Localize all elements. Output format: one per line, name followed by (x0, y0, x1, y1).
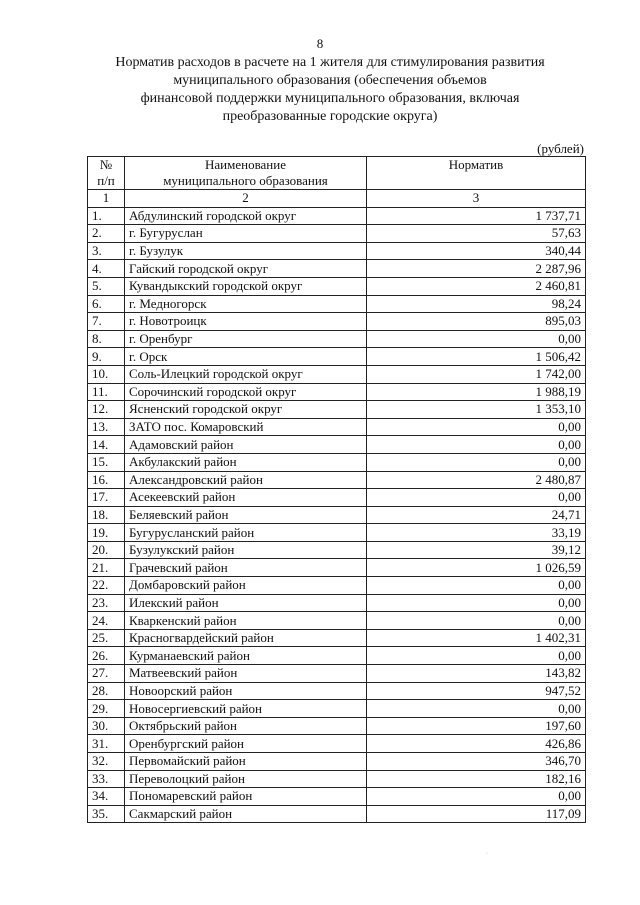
row-number: 33. (88, 770, 125, 788)
table-row (88, 242, 586, 260)
row-name: Грачевский район (125, 559, 367, 577)
table-row (88, 260, 586, 278)
column-index: 1 (88, 190, 125, 208)
table-row (88, 717, 586, 735)
row-value: 0,00 (367, 594, 586, 612)
row-name: г. Медногорск (125, 295, 367, 313)
table-row (88, 418, 586, 436)
title-line: финансовой поддержки муниципального образования, включая (140, 91, 520, 106)
header-name (125, 157, 367, 190)
row-name: Бугурусланский район (125, 524, 367, 542)
margin-mark: · (486, 851, 488, 857)
table-row (88, 295, 586, 313)
row-number: 35. (88, 805, 125, 823)
row-value: 426,86 (367, 735, 586, 753)
table-row (88, 436, 586, 454)
row-number: 1. (88, 207, 125, 225)
row-value: 1 988,19 (367, 383, 586, 401)
row-number: 25. (88, 629, 125, 647)
table-row (88, 594, 586, 612)
table-row (88, 700, 586, 718)
row-number: 12. (88, 401, 125, 419)
table-row (88, 277, 586, 295)
table-row (88, 225, 586, 243)
row-number: 15. (88, 453, 125, 471)
row-value: 0,00 (367, 612, 586, 630)
row-value: 0,00 (367, 453, 586, 471)
row-name: Домбаровский район (125, 577, 367, 595)
table-row (88, 753, 586, 771)
table-row (88, 471, 586, 489)
norm-table (87, 156, 586, 823)
row-number: 14. (88, 436, 125, 454)
row-number: 27. (88, 665, 125, 683)
row-value: 1 353,10 (367, 401, 586, 419)
table-row (88, 330, 586, 348)
row-name: Бузулукский район (125, 541, 367, 559)
row-value: 197,60 (367, 717, 586, 735)
header-name-line: муниципального образования (163, 173, 328, 188)
row-name: Кваркенский район (125, 612, 367, 630)
row-number: 24. (88, 612, 125, 630)
table-row (88, 207, 586, 225)
row-number: 22. (88, 577, 125, 595)
row-number: 17. (88, 489, 125, 507)
title-line: преобразованные городские округа) (222, 109, 438, 124)
row-number: 6. (88, 295, 125, 313)
header-number (88, 157, 125, 190)
row-value: 1 506,42 (367, 348, 586, 366)
row-name: Александровский район (125, 471, 367, 489)
row-value: 33,19 (367, 524, 586, 542)
title-line: Норматив расходов в расчете на 1 жителя для стимулирования развития (115, 55, 545, 70)
table-row (88, 506, 586, 524)
title-line: муниципального образования (обеспечения объемов (173, 73, 487, 88)
column-index: 2 (125, 190, 367, 208)
row-value: 2 287,96 (367, 260, 586, 278)
row-value: 0,00 (367, 418, 586, 436)
row-value: 39,12 (367, 541, 586, 559)
table-row (88, 453, 586, 471)
row-name: Пономаревский район (125, 788, 367, 806)
table-row (88, 805, 586, 823)
row-name: Сорочинский городской округ (125, 383, 367, 401)
row-name: г. Орск (125, 348, 367, 366)
row-number: 4. (88, 260, 125, 278)
table-row (88, 629, 586, 647)
table-row (88, 559, 586, 577)
row-name: Гайский городской округ (125, 260, 367, 278)
row-name: г. Новотроицк (125, 313, 367, 331)
table-row (88, 577, 586, 595)
row-name: Акбулакский район (125, 453, 367, 471)
table-row (88, 383, 586, 401)
row-value: 57,63 (367, 225, 586, 243)
table-row (88, 541, 586, 559)
row-name: Оренбургский район (125, 735, 367, 753)
row-number: 21. (88, 559, 125, 577)
table-row (88, 348, 586, 366)
row-number: 10. (88, 365, 125, 383)
row-number: 19. (88, 524, 125, 542)
row-value: 0,00 (367, 700, 586, 718)
row-number: 34. (88, 788, 125, 806)
row-name: г. Бугуруслан (125, 225, 367, 243)
row-value: 947,52 (367, 682, 586, 700)
header-number-line: п/п (97, 173, 115, 188)
header-value: Норматив (367, 157, 586, 190)
row-value: 340,44 (367, 242, 586, 260)
row-value: 182,16 (367, 770, 586, 788)
table-row (88, 665, 586, 683)
row-value: 24,71 (367, 506, 586, 524)
row-value: 0,00 (367, 436, 586, 454)
table-row (88, 524, 586, 542)
row-number: 29. (88, 700, 125, 718)
row-value: 0,00 (367, 647, 586, 665)
row-value: 1 737,71 (367, 207, 586, 225)
row-number: 16. (88, 471, 125, 489)
row-number: 18. (88, 506, 125, 524)
row-value: 117,09 (367, 805, 586, 823)
row-name: Беляевский район (125, 506, 367, 524)
table-row (88, 489, 586, 507)
row-value: 895,03 (367, 313, 586, 331)
column-index: 3 (367, 190, 586, 208)
table-row (88, 401, 586, 419)
row-name: Переволоцкий район (125, 770, 367, 788)
row-number: 31. (88, 735, 125, 753)
row-value: 0,00 (367, 788, 586, 806)
row-value: 2 460,81 (367, 277, 586, 295)
row-number: 26. (88, 647, 125, 665)
row-number: 32. (88, 753, 125, 771)
row-name: Асекеевский район (125, 489, 367, 507)
page-number: 8 (316, 36, 324, 51)
row-name: Ясненский городской округ (125, 401, 367, 419)
row-name: г. Оренбург (125, 330, 367, 348)
row-name: г. Бузулук (125, 242, 367, 260)
table-row (88, 770, 586, 788)
row-name: Новосергиевский район (125, 700, 367, 718)
row-number: 8. (88, 330, 125, 348)
row-number: 7. (88, 313, 125, 331)
table-header-row (88, 157, 586, 190)
row-number: 30. (88, 717, 125, 735)
table-row (88, 313, 586, 331)
row-number: 20. (88, 541, 125, 559)
row-value: 143,82 (367, 665, 586, 683)
row-value: 0,00 (367, 489, 586, 507)
row-number: 3. (88, 242, 125, 260)
row-name: Октябрьский район (125, 717, 367, 735)
row-value: 0,00 (367, 330, 586, 348)
row-name: Красногвардейский район (125, 629, 367, 647)
document-title (100, 54, 560, 126)
unit-label: (рублей) (537, 141, 584, 156)
row-name: Сакмарский район (125, 805, 367, 823)
table-row (88, 612, 586, 630)
table-row (88, 647, 586, 665)
row-name: Кувандыкский городской округ (125, 277, 367, 295)
row-name: Новоорский район (125, 682, 367, 700)
row-number: 28. (88, 682, 125, 700)
row-value: 0,00 (367, 577, 586, 595)
row-number: 2. (88, 225, 125, 243)
column-index-row (88, 190, 586, 208)
row-number: 23. (88, 594, 125, 612)
table-row (88, 788, 586, 806)
row-name: Илекский район (125, 594, 367, 612)
row-number: 11. (88, 383, 125, 401)
row-name: Первомайский район (125, 753, 367, 771)
row-number: 13. (88, 418, 125, 436)
header-number-line: № (99, 157, 113, 172)
row-number: 5. (88, 277, 125, 295)
table-row (88, 682, 586, 700)
row-value: 1 742,00 (367, 365, 586, 383)
row-value: 1 026,59 (367, 559, 586, 577)
row-name: Абдулинский городской округ (125, 207, 367, 225)
table-body (88, 207, 586, 823)
row-name: Соль-Илецкий городской округ (125, 365, 367, 383)
row-name: Курманаевский район (125, 647, 367, 665)
row-value: 98,24 (367, 295, 586, 313)
row-value: 1 402,31 (367, 629, 586, 647)
table-row (88, 365, 586, 383)
row-name: Матвеевский район (125, 665, 367, 683)
row-value: 346,70 (367, 753, 586, 771)
table-row (88, 735, 586, 753)
row-value: 2 480,87 (367, 471, 586, 489)
row-number: 9. (88, 348, 125, 366)
row-name: Адамовский район (125, 436, 367, 454)
header-name-line: Наименование (205, 157, 286, 172)
row-name: ЗАТО пос. Комаровский (125, 418, 367, 436)
